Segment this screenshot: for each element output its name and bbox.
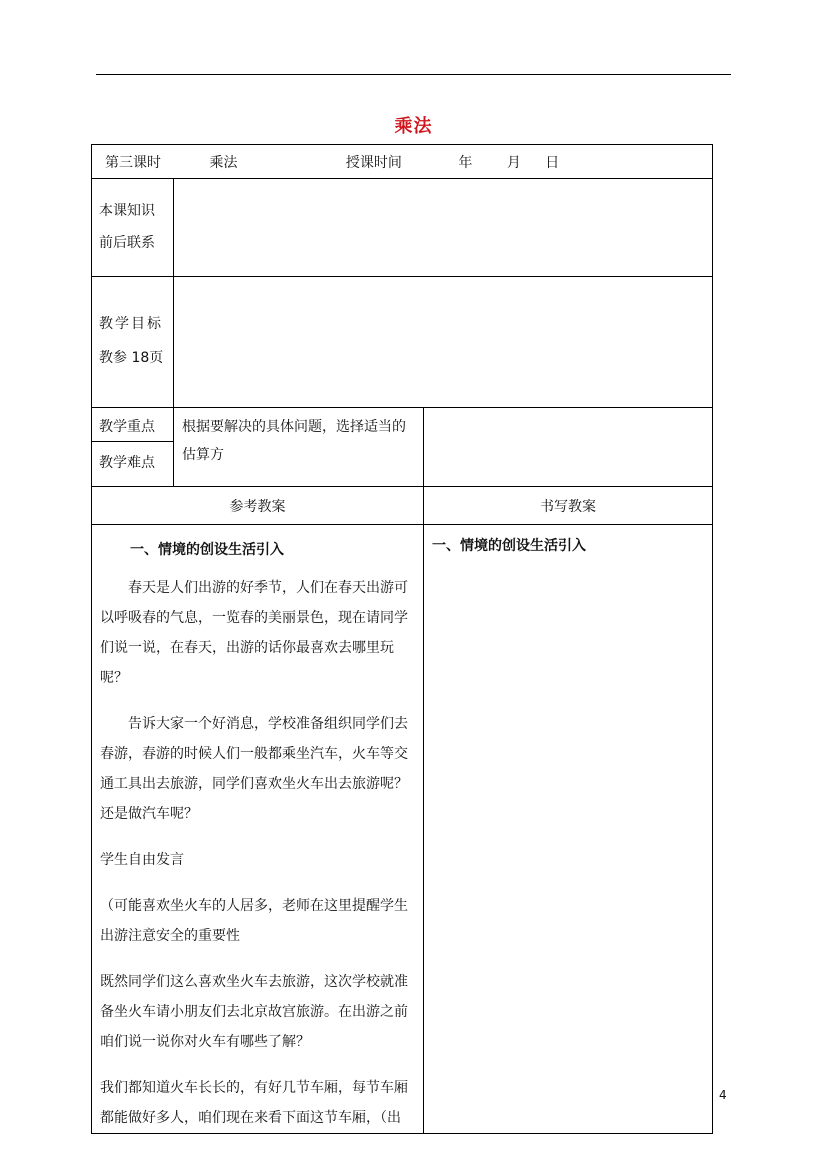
reference-plan-header: 参考教案: [92, 487, 424, 525]
lesson-number: 第三课时: [105, 154, 161, 171]
difficulty-label: 教学难点: [92, 442, 174, 487]
written-section-heading: 一、情境的创设生活引入: [432, 538, 586, 554]
month-label: 月: [506, 154, 521, 171]
reference-plan-content: [92, 525, 424, 1134]
goal-label-cell: [92, 277, 174, 408]
written-plan-header: 书写教案: [424, 487, 713, 525]
reference-section-heading: 一、情境的创设生活引入: [130, 542, 284, 558]
lesson-plan-table: [91, 144, 713, 1134]
paragraph: 学生自由发言: [100, 852, 184, 868]
paragraph: 既然同学们这么喜欢坐火车去旅游，这次学校就准备坐火车请小朋友们去北京故宫旅游。在出游之前咱们说一说你对火车有哪些了解？: [100, 974, 408, 1050]
knowledge-content-cell: [174, 179, 713, 277]
knowledge-label-line-1: 本课知识: [99, 203, 155, 219]
knowledge-row: [92, 179, 713, 277]
plan-columns-header-row: [92, 487, 713, 525]
goal-label-line-1: 教学目标: [99, 316, 163, 332]
key-point-notes-cell: [424, 408, 713, 487]
year-label: 年: [458, 154, 473, 171]
document-title: 乘法: [394, 116, 433, 137]
written-plan-content: [424, 525, 713, 1134]
plan-content-row: [92, 525, 713, 1134]
key-point-row: [92, 408, 713, 442]
paragraph: 告诉大家一个好消息，学校准备组织同学们去春游，春游的时候人们一般都乘坐汽车，火车等交通工具出去旅游，同学们喜欢坐火车出去旅游呢？还是做汽车呢？: [100, 716, 408, 822]
header-cell: [92, 145, 713, 179]
paragraph: 我们都知道火车长长的，有好几节车厢，每节车厢都能做好多人，咱们现在来看下面这节车厢，（出: [100, 1080, 408, 1126]
teaching-time-label: 授课时间: [345, 154, 402, 171]
day-label: 日: [545, 154, 560, 171]
key-point-label: 教学重点: [92, 408, 174, 442]
header-row: [92, 145, 713, 179]
lesson-topic: 乘法: [209, 154, 238, 171]
goal-label-line-2: 教参 18页: [99, 350, 164, 366]
paragraph: 春天是人们出游的好季节，人们在春天出游可以呼吸春的气息，一览春的美丽景色，现在请同学们说一说，在春天，出游的话你最喜欢去哪里玩呢？: [100, 580, 408, 686]
key-point-text: 根据要解决的具体问题，选择适当的估算方: [174, 408, 424, 487]
goal-row: [92, 277, 713, 408]
header-rule: [96, 74, 731, 75]
page-number: 4: [719, 1088, 727, 1102]
paragraph: （可能喜欢坐火车的人居多，老师在这里提醒学生出游注意安全的重要性: [100, 898, 408, 944]
knowledge-label-cell: [92, 179, 174, 277]
knowledge-label-line-2: 前后联系: [99, 235, 155, 251]
goal-content-cell: [174, 277, 713, 408]
